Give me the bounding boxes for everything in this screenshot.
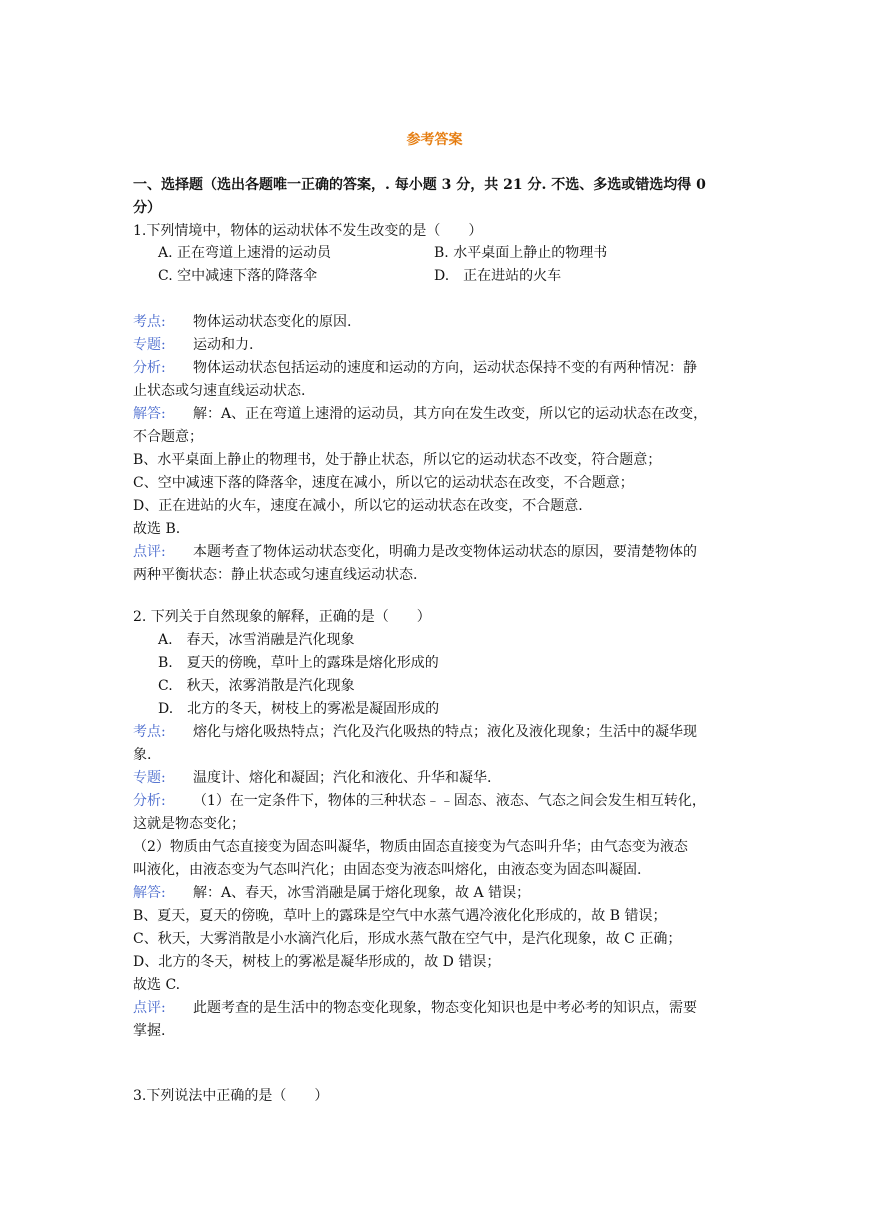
q1-stem: 1.下列情境中，物体的运动状体不发生改变的是（ ） [133,223,483,239]
q1-jieda-text-4: C、空中减速下落的降落伞，速度在减小，所以它的运动状态在改变，不合题意； [133,475,634,491]
q2-fenxi-text-2: 这就是物态变化； [133,816,245,832]
page-title: 参考答案 [406,132,463,148]
q1-dianping-label: 点评: [133,544,166,560]
q1-fenxi-text-2: 止状态或匀速直线运动状态. [133,383,306,399]
q2-jieda-label: 解答: [133,885,166,901]
q1-kaodian [133,311,743,334]
q2-dianping-text-2: 掌握. [133,1023,166,1039]
q2-kaodian-text-1: 熔化与熔化吸热特点；汽化及汽化吸热的特点；液化及液化现象；生活中的凝华现 [193,724,697,740]
q2-zhuanti-text: 温度计、熔化和凝固；汽化和液化、升华和凝华. [193,770,492,786]
q1-kaodian-text: 物体运动状态变化的原因. [193,314,352,330]
q1-jieda [133,403,743,426]
q1-zhuanti-text: 运动和力. [193,337,254,353]
q2-jieda-text-5: 故选 C. [133,977,181,993]
q2-jieda-text-3: C、秋天，大雾消散是小水滴汽化后，形成水蒸气散在空气中，是汽化现象，故 C 正确； [133,931,682,947]
q1-dianping-text-1: 本题考查了物体运动状态变化，明确力是改变物体运动状态的原因，要清楚物体的 [193,544,697,560]
q1-option-a: A. 正在弯道上速滑的运动员 [158,245,332,261]
q2-jieda-text-1: 解：A、春天，冰雪消融是属于熔化现象，故 A 错误； [193,885,531,901]
q2-kaodian-text-2: 象. [133,747,152,763]
q2-zhuanti [133,767,743,790]
q1-jieda-label: 解答: [133,406,166,422]
q2-dianping-text-1: 此题考查的是生活中的物态变化现象，物态变化知识也是中考必考的知识点，需要 [193,1000,697,1016]
q2-fenxi-text-4: 叫液化，由液态变为气态叫汽化；由固态变为液态叫熔化，由液态变为固态叫凝固. [133,862,642,878]
q1-jieda-text-3: B、水平桌面上静止的物理书，处于静止状态，所以它的运动状态不改变，符合题意； [133,452,662,468]
q1-jieda-text-2: 不合题意； [133,429,203,445]
q1-zhuanti-label: 专题: [133,337,166,353]
q2-zhuanti-label: 专题: [133,770,166,786]
q2-kaodian [133,721,743,744]
q1-option-c: C. 空中减速下落的降落伞 [158,268,318,284]
q2-jieda-text-2: B、夏天，夏天的傍晚，草叶上的露珠是空气中水蒸气遇冷液化化形成的，故 B 错误； [133,908,667,924]
q1-zhuanti [133,334,743,357]
q2-jieda [133,882,743,905]
section-heading-line1: 一、选择题（选出各题唯一正确的答案，. 每小题 3 分，共 21 分. 不选、多选或错选均得 0 [133,177,706,193]
section-heading-line2: 分） [133,200,161,216]
q2-option-c: C. 秋天，浓雾消散是汽化现象 [158,678,355,694]
q2-option-a: A. 春天，冰雪消融是汽化现象 [158,632,355,648]
q1-jieda-text-1: 解：A、正在弯道上速滑的运动员，其方向在发生改变，所以它的运动状态在改变， [193,406,708,422]
q2-option-d: D. 北方的冬天，树枝上的雾凇是凝固形成的 [158,701,440,717]
q1-kaodian-label: 考点: [133,314,166,330]
q1-dianping [133,541,743,564]
q1-jieda-text-5: D、正在进站的火车，速度在减小，所以它的运动状态在改变，不合题意. [133,498,583,514]
q1-dianping-text-2: 两种平衡状态：静止状态或匀速直线运动状态. [133,567,418,583]
q2-fenxi [133,790,743,813]
q2-fenxi-label: 分析: [133,793,166,809]
q2-stem: 2. 下列关于自然现象的解释，正确的是（ ） [133,609,431,625]
q1-jieda-text-6: 故选 B. [133,521,181,537]
q1-fenxi-label: 分析: [133,360,166,376]
q1-option-d: D. 正在进站的火车 [434,268,562,284]
q2-dianping [133,997,743,1020]
q1-fenxi-text-1: 物体运动状态包括运动的速度和运动的方向，运动状态保持不变的有两种情况：静 [193,360,697,376]
q2-kaodian-label: 考点: [133,724,166,740]
q2-option-b: B. 夏天的傍晚，草叶上的露珠是熔化形成的 [158,655,439,671]
q3-stem: 3.下列说法中正确的是（ ） [133,1088,329,1104]
q1-fenxi [133,357,743,380]
q2-fenxi-text-3: （2）物质由气态直接变为固态叫凝华，物质由固态直接变为气态叫升华；由气态变为液态 [133,839,688,855]
q1-option-b: B. 水平桌面上静止的物理书 [434,245,608,261]
q2-fenxi-text-1: （1）在一定条件下，物体的三种状态﹣﹣固态、液态、气态之间会发生相互转化， [193,793,706,809]
q2-dianping-label: 点评: [133,1000,166,1016]
q2-jieda-text-4: D、北方的冬天，树枝上的雾凇是凝华形成的，故 D 错误； [133,954,501,970]
